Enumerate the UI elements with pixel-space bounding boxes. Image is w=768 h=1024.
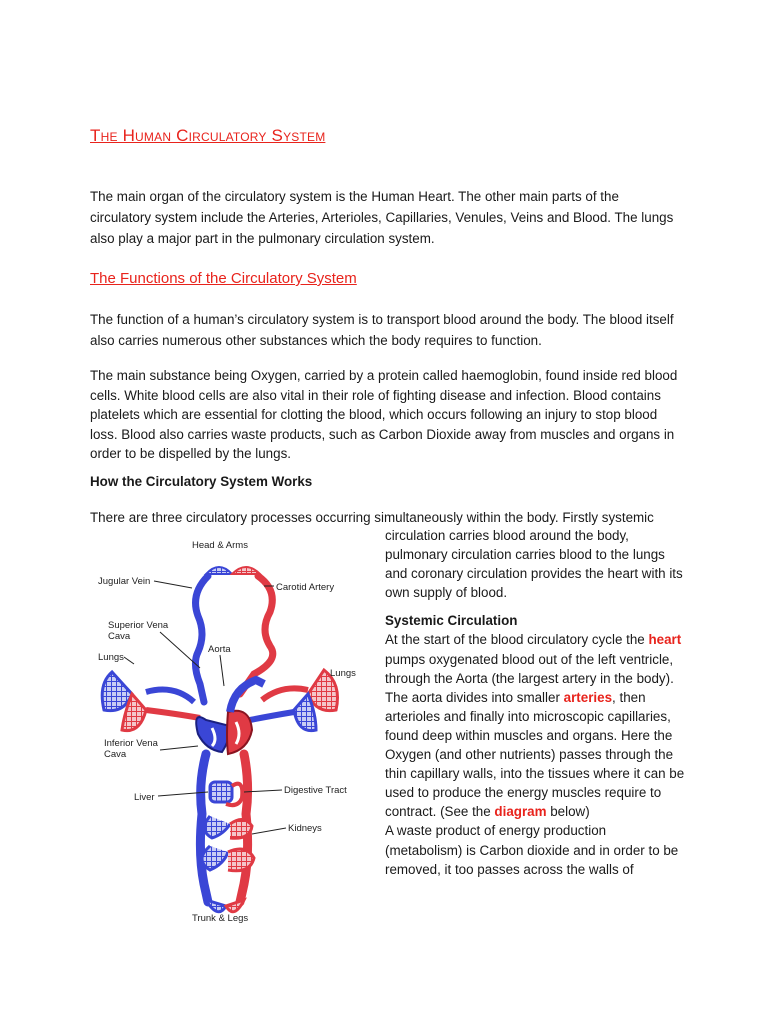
keyword-arteries: arteries — [563, 689, 613, 705]
label-inferior-vena-cava-1: Inferior Vena — [104, 738, 158, 749]
label-aorta: Aorta — [208, 644, 231, 655]
circulatory-diagram — [94, 534, 376, 929]
trunk-capillaries — [206, 900, 244, 912]
jugular-vein — [195, 576, 208, 702]
intro-paragraph: The main organ of the circulatory system is the Human Heart. The other main parts of the circulatory system include the Arteries, Arterioles, Capillaries, Venules, Veins and Blood. The lungs also play a major part in the pulmonary circulation system. — [90, 189, 674, 246]
page-title: The Human Circulatory System — [90, 126, 326, 145]
works-lead-continuation: circulation carries blood around the body, pulmonary circulation carries blood to the lungs and coronary circulation provides the heart with its own supply of blood. — [385, 528, 683, 601]
systemic-text-2: pumps oxygenated blood out of the left ventricle, through the Aorta (the largest artery in the body). The aorta divides into smaller — [385, 651, 674, 705]
head-capillaries — [206, 567, 260, 574]
right-text-column — [385, 526, 685, 879]
lungs-right — [250, 670, 338, 731]
functions-paragraph-2: The main substance being Oxygen, carried by a protein called haemoglobin, found inside red blood cells. White blood cells are also vital in their role of fighting disease and infection. Blood contains platelets which are essential for clotting the blood, which occurs following an injury to stop blood loss. Blood also carries waste products, such as Carbon Dioxide away from muscles and organs in order to be dispelled by the lungs. — [90, 368, 678, 461]
functions-heading: The Functions of the Circulatory System — [90, 270, 357, 287]
label-jugular-vein: Jugular Vein — [98, 576, 151, 587]
systemic-text-3: , then arterioles and finally into microscopic capillaries, found deep within muscles and organs. Here the Oxygen (and other nutrients) passes through the thin capillary walls, into the tissues where it can be used to produce the energy muscles require to contract. (See the — [385, 689, 685, 820]
keyword-diagram: diagram — [494, 804, 547, 820]
label-head-arms: Head & Arms — [192, 540, 248, 551]
metabolism-paragraph: A waste product of energy production (metabolism) is Carbon dioxide and in order to be removed, it too passes across the walls of — [385, 823, 679, 877]
label-digestive-tract: Digestive Tract — [284, 785, 347, 796]
systemic-text-1: At the start of the blood circulatory cycle the — [385, 632, 649, 648]
systemic-paragraph — [385, 630, 685, 821]
works-lead-paragraph: There are three circulatory processes occurring simultaneously within the body. Firstly systemic — [90, 510, 654, 525]
label-lungs-left: Lungs — [98, 652, 124, 663]
label-superior-vena-cava-2: Cava — [108, 631, 131, 642]
label-liver: Liver — [134, 792, 155, 803]
functions-paragraph-1: The function of a human’s circulatory system is to transport blood around the body. The blood itself also carries numerous other substances which the body requires to function. — [90, 312, 674, 348]
lungs-left — [102, 672, 200, 731]
works-heading: How the Circulatory System Works — [90, 474, 313, 489]
label-superior-vena-cava-1: Superior Vena — [108, 620, 169, 631]
label-carotid-artery: Carotid Artery — [276, 582, 335, 593]
label-trunk-legs: Trunk & Legs — [192, 913, 249, 924]
systemic-text-4: below) — [546, 804, 590, 820]
systemic-heading: Systemic Circulation — [385, 613, 518, 629]
keyword-heart: heart — [648, 632, 682, 648]
label-lungs-right: Lungs — [330, 668, 356, 679]
label-kidneys: Kidneys — [288, 823, 322, 834]
label-inferior-vena-cava-2: Cava — [104, 749, 127, 760]
